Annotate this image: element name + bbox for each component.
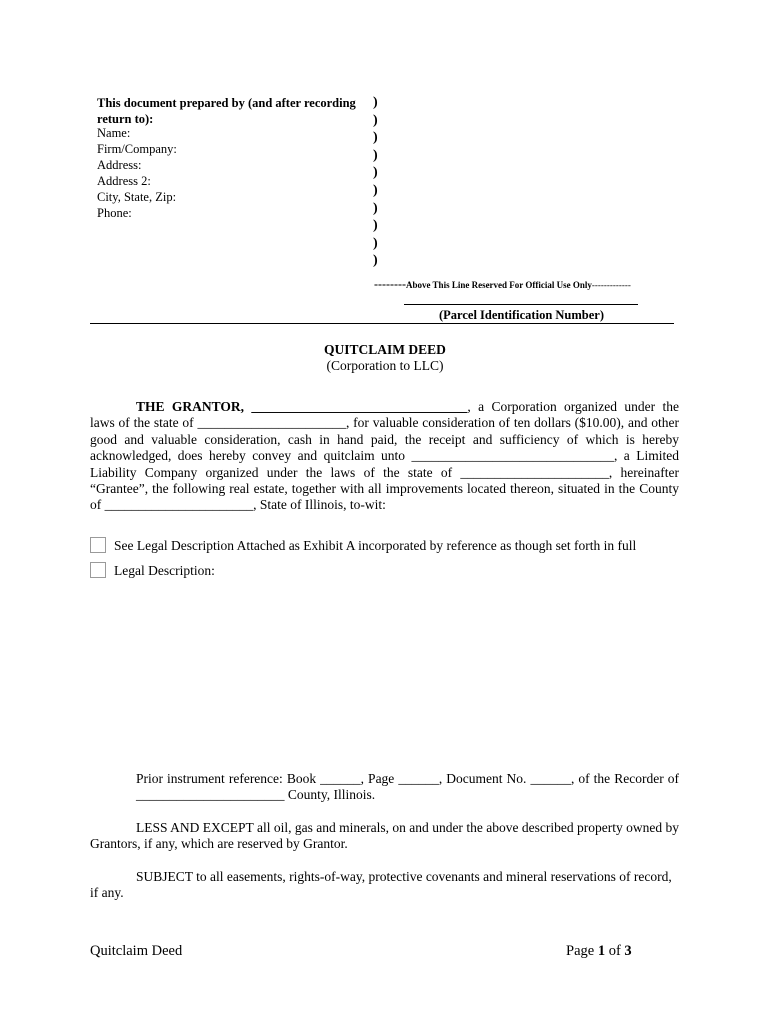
paren-mark: ) bbox=[373, 95, 378, 110]
phone-label: Phone: bbox=[97, 206, 132, 220]
paren-mark: ) bbox=[373, 218, 378, 234]
city-state-zip-label: City, State, Zip: bbox=[97, 190, 177, 204]
firm-company-label: Firm/Company: bbox=[97, 142, 177, 156]
grantor-paragraph bbox=[90, 399, 679, 514]
document-title: QUITCLAIM DEED bbox=[324, 342, 446, 357]
parcel-number-label: (Parcel Identification Number) bbox=[438, 308, 604, 322]
legal-description-option[interactable] bbox=[90, 562, 215, 579]
page-word: Page bbox=[566, 943, 595, 959]
paren-mark: ) bbox=[373, 130, 378, 146]
document-subtitle: (Corporation to LLC) bbox=[326, 358, 444, 373]
exhibit-a-checkbox[interactable] bbox=[90, 537, 106, 553]
official-use-tail: ------------- bbox=[591, 280, 631, 290]
preparer-heading: This document prepared by (and after recording return to): bbox=[97, 96, 356, 126]
of-word: of bbox=[608, 943, 621, 959]
preparer-fields bbox=[97, 125, 177, 221]
official-use-dashes: -------- bbox=[374, 277, 406, 291]
prior-instrument-text: Prior instrument reference: Book ______, Page ______, Document No. ______, of the Recorder of ______________________ County, Illinois. bbox=[136, 771, 679, 803]
paren-mark: ) bbox=[373, 165, 378, 181]
paren-column bbox=[373, 94, 378, 270]
exhibit-a-label: See Legal Description Attached as Exhibit A incorporated by reference as though set forth in full bbox=[114, 538, 637, 553]
official-use-line bbox=[374, 277, 631, 292]
address-label: Address: bbox=[97, 158, 142, 172]
paren-mark: ) bbox=[373, 147, 378, 163]
current-page: 1 bbox=[597, 943, 606, 959]
less-and-except-text: LESS AND EXCEPT all oil, gas and minerals, on and under the above described property owned by Grantors, if any, which are reserved by Grantor. bbox=[90, 820, 679, 852]
paren-mark: ) bbox=[373, 200, 378, 216]
legal-description-checkbox[interactable] bbox=[90, 562, 106, 578]
paren-mark: ) bbox=[373, 235, 378, 251]
grantor-name-blank[interactable]: ________________________________ bbox=[251, 399, 468, 414]
subject-to-paragraph bbox=[90, 869, 679, 902]
subject-to-text: SUBJECT to all easements, rights-of-way, protective covenants and mineral reservations of record, if any. bbox=[90, 869, 672, 901]
paren-mark: ) bbox=[373, 182, 378, 198]
exhibit-a-option[interactable] bbox=[90, 537, 636, 554]
footer-page-number bbox=[566, 943, 632, 960]
less-and-except-paragraph bbox=[90, 820, 679, 853]
parcel-number-row bbox=[90, 308, 674, 324]
footer-document-name: Quitclaim Deed bbox=[90, 943, 183, 959]
legal-description-label: Legal Description: bbox=[114, 563, 215, 578]
parcel-number-blank-line bbox=[404, 304, 638, 305]
name-label: Name: bbox=[97, 126, 131, 140]
official-use-label: Above This Line Reserved For Official Use Only bbox=[405, 280, 592, 290]
grantor-lead: THE GRANTOR, bbox=[136, 399, 245, 414]
paren-mark: ) bbox=[373, 253, 378, 269]
address-2-label: Address 2: bbox=[97, 174, 151, 188]
grantor-paragraph-text: , a Corporation organized under the laws of the state of ______________________, for valuable consideration of ten dollars ($10.00), and other good and valuable consideration, cash in hand paid, the receipt and sufficiency of which is hereby acknowledged, does hereby convey and quitclaim unto ______________________________, a Limited Liability Company organized under the laws of the state of ______________________, hereinafter “Grantee”, the following real estate, together with all improvements located thereon, situated in the County of ______________________, State of Illinois, to-wit: bbox=[90, 399, 679, 513]
total-pages: 3 bbox=[624, 943, 632, 959]
prior-instrument-reference bbox=[136, 771, 679, 804]
paren-mark: ) bbox=[373, 112, 378, 128]
